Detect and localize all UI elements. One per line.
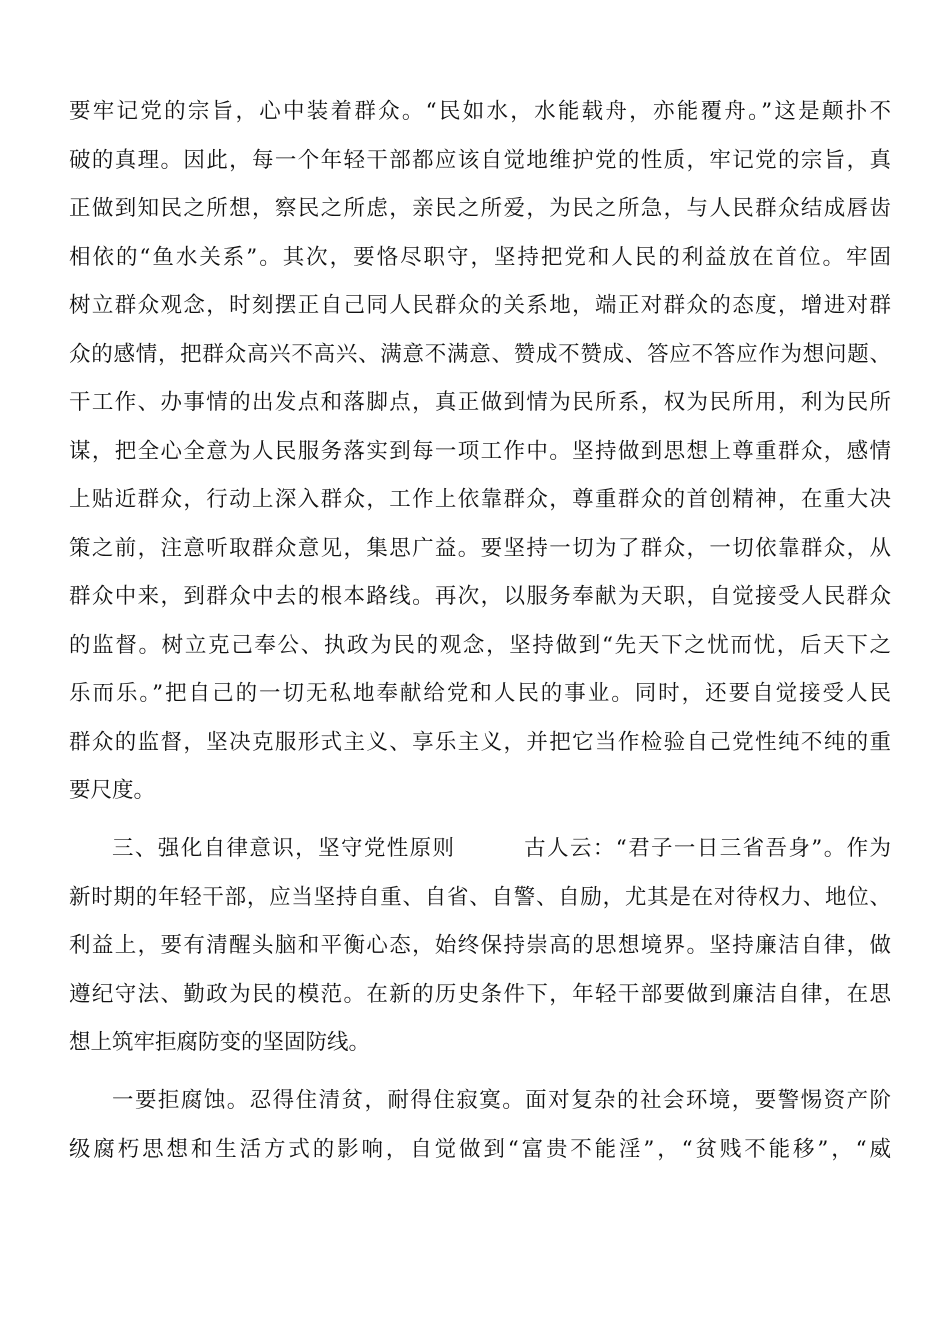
paragraph-2: [69, 825, 891, 1068]
text-line: 正做到知民之所想，察民之所虑，亲民之所爱，为民之所急，与人民群众结成唇齿: [69, 196, 891, 221]
text-line: 想上筑牢拒腐防变的坚固防线。: [69, 1030, 371, 1056]
text-line: 干工作、办事情的出发点和落脚点，真正做到情为民所系，权为民所用，利为民所: [69, 390, 891, 415]
text-line: 乐而乐。”把自己的一切无私地奉献给党和人民的事业。同时，还要自觉接受人民: [69, 681, 891, 706]
text-line: 谋，把全心全意为人民服务落实到每一项工作中。坚持做到思想上尊重群众，感情: [69, 438, 891, 464]
text-line: 要牢记党的宗旨，心中装着群众。“民如水，水能载舟，亦能覆舟。”这是颠扑不: [69, 99, 891, 124]
text-line: 群众中来，到群众中去的根本路线。再次，以服务奉献为天职，自觉接受人民群众: [69, 584, 891, 609]
text-line: 级腐朽思想和生活方式的影响，自觉做到“富贵不能淫”，“贫贱不能移”，“威: [69, 1136, 891, 1162]
text-line: 上贴近群众，行动上深入群众，工作上依靠群众，尊重群众的首创精神，在重大决: [69, 487, 891, 512]
text-line: 相依的“鱼水关系”。其次，要恪尽职守，坚持把党和人民的利益放在首位。牢固: [69, 244, 891, 270]
text-line: 遵纪守法、勤政为民的模范。在新的历史条件下，年轻干部要做到廉洁自律，在思: [69, 981, 891, 1007]
text-line: 破的真理。因此，每一个年轻干部都应该自觉地维护党的性质，牢记党的宗旨，真: [69, 147, 891, 173]
text-line: 要尺度。: [69, 778, 156, 803]
text-line: 群众的监督，坚决克服形式主义、享乐主义，并把它当作检验自己党性纯不纯的重: [69, 729, 891, 755]
text-line: 众的感情，把群众高兴不高兴、满意不满意、赞成不赞成、答应不答应作为想问题、: [69, 341, 891, 367]
text-line: 利益上，要有清醒头脑和平衡心态，始终保持崇高的思想境界。坚持廉洁自律，做: [69, 933, 891, 959]
text-line: 策之前，注意听取群众意见，集思广益。要坚持一切为了群众，一切依靠群众，从: [69, 535, 891, 561]
document-body: [69, 88, 891, 1184]
text-line: 的监督。树立克己奉公、执政为民的观念，坚持做到“先天下之忧而忧，后天下之: [69, 632, 891, 658]
paragraph-3: [69, 1077, 891, 1174]
text-line: 树立群众观念，时刻摆正自己同人民群众的关系地，端正对群众的态度，增进对群: [69, 293, 891, 318]
section-heading-line: 三、强化自律意识，坚守党性原则 古人云：“君子一日三省吾身”。作为: [112, 836, 891, 862]
paragraph-1: [69, 88, 891, 816]
text-line: 新时期的年轻干部，应当坚持自重、自省、自警、自励，尤其是在对待权力、地位、: [69, 884, 891, 910]
text-line: 一要拒腐蚀。忍得住清贫，耐得住寂寞。面对复杂的社会环境，要警惕资产阶: [112, 1088, 891, 1114]
